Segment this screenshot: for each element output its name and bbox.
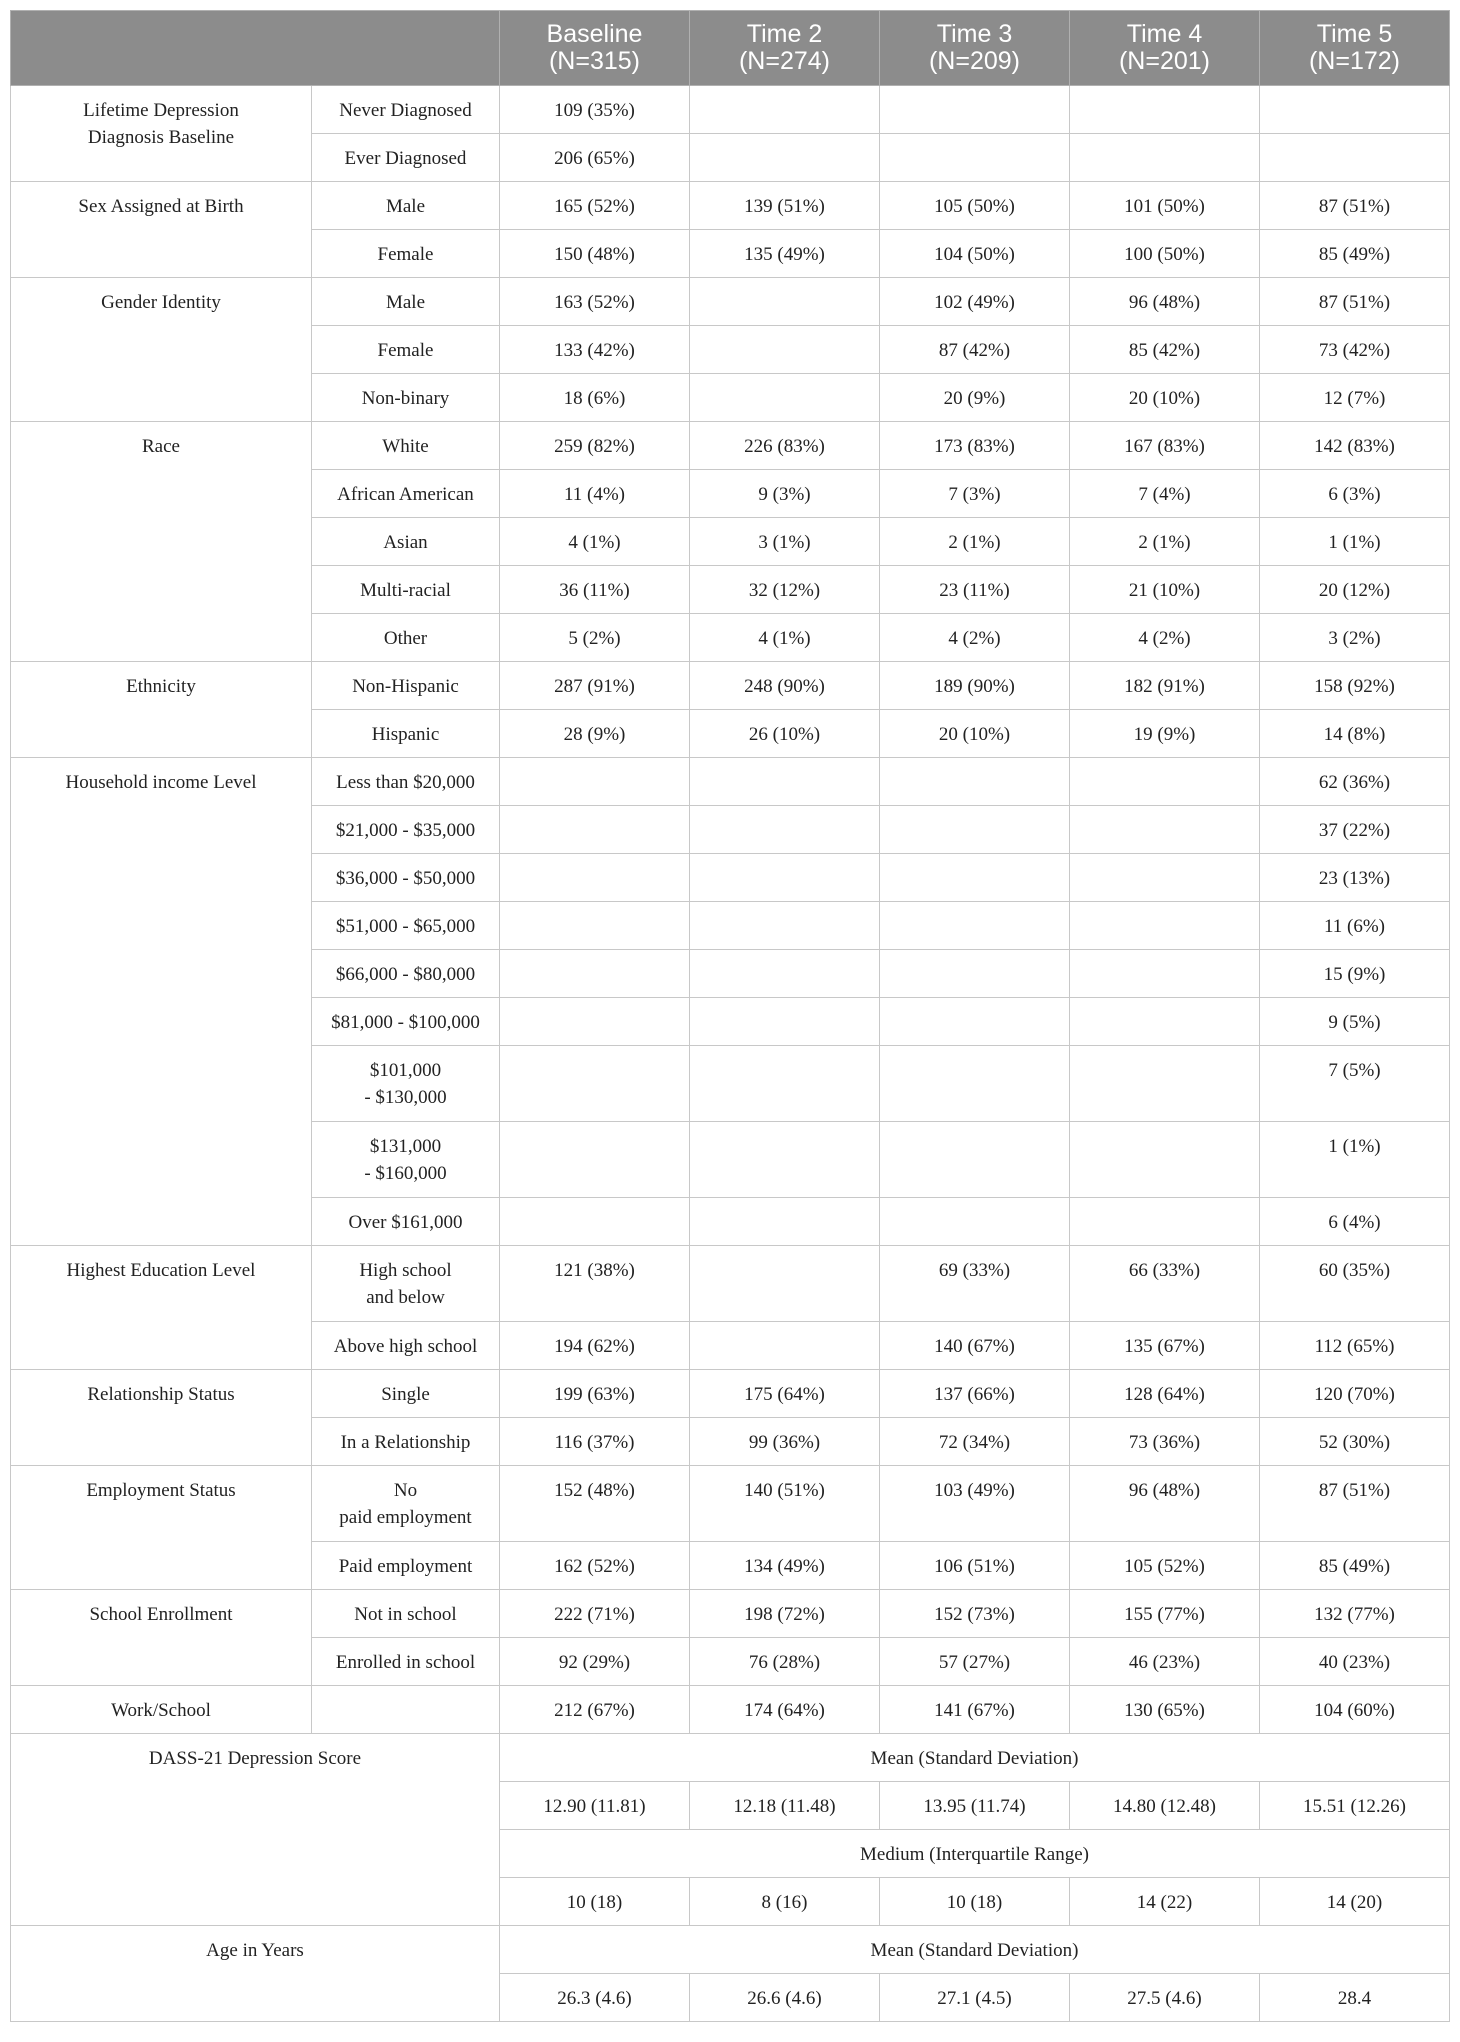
value-cell	[1070, 1198, 1260, 1246]
subcategory-label-line: White	[382, 436, 429, 457]
value-cell: 130 (65%)	[1070, 1686, 1260, 1734]
subcategory-label	[312, 614, 500, 662]
subcategory-label	[312, 230, 500, 278]
value-cell: 175 (64%)	[690, 1370, 880, 1418]
subcategory-label	[312, 326, 500, 374]
value-cell: 9 (3%)	[690, 470, 880, 518]
value-cell	[1260, 134, 1450, 182]
subcategory-label-line: $51,000 - $65,000	[335, 916, 476, 937]
stat-label: Age in Years	[11, 1926, 500, 2022]
value-cell: 73 (36%)	[1070, 1418, 1260, 1466]
value-cell: 20 (10%)	[1070, 374, 1260, 422]
value-cell	[500, 998, 690, 1046]
table-row	[11, 1686, 1450, 1734]
subcategory-label	[312, 1418, 500, 1466]
value-cell	[880, 1046, 1070, 1122]
subcategory-label-line: Non-binary	[361, 388, 450, 409]
table-row	[11, 182, 1450, 230]
value-cell: 140 (67%)	[880, 1322, 1070, 1370]
stat-value-cell: 14 (20)	[1260, 1878, 1450, 1926]
value-cell: 163 (52%)	[500, 278, 690, 326]
value-cell: 11 (6%)	[1260, 902, 1450, 950]
value-cell: 132 (77%)	[1260, 1590, 1450, 1638]
value-cell: 101 (50%)	[1070, 182, 1260, 230]
value-cell: 28 (9%)	[500, 710, 690, 758]
value-cell: 109 (35%)	[500, 86, 690, 134]
value-cell: 7 (3%)	[880, 470, 1070, 518]
subcategory-label	[312, 422, 500, 470]
subcategory-label-line: Other	[383, 628, 428, 649]
value-cell: 194 (62%)	[500, 1322, 690, 1370]
value-cell	[500, 806, 690, 854]
value-cell: 85 (49%)	[1260, 230, 1450, 278]
value-cell: 128 (64%)	[1070, 1370, 1260, 1418]
value-cell	[880, 902, 1070, 950]
value-cell: 5 (2%)	[500, 614, 690, 662]
value-cell: 15 (9%)	[1260, 950, 1450, 998]
value-cell: 116 (37%)	[500, 1418, 690, 1466]
value-cell: 120 (70%)	[1260, 1370, 1450, 1418]
table-container	[10, 10, 1450, 2022]
subcategory-label-line: Male	[385, 292, 426, 313]
value-cell: 155 (77%)	[1070, 1590, 1260, 1638]
value-cell: 259 (82%)	[500, 422, 690, 470]
subcategory-label	[312, 998, 500, 1046]
value-cell: 134 (49%)	[690, 1542, 880, 1590]
category-label-line: Household income Level	[65, 772, 257, 793]
value-cell: 142 (83%)	[1260, 422, 1450, 470]
stat-value-cell: 15.51 (12.26)	[1260, 1782, 1450, 1830]
value-cell	[500, 854, 690, 902]
value-cell	[500, 1198, 690, 1246]
value-cell: 121 (38%)	[500, 1246, 690, 1322]
table-row	[11, 1590, 1450, 1638]
value-cell: 198 (72%)	[690, 1590, 880, 1638]
value-cell: 3 (1%)	[690, 518, 880, 566]
stat-value-cell: 10 (18)	[500, 1878, 690, 1926]
subcategory-label-line: $131,000	[369, 1136, 442, 1157]
value-cell	[690, 758, 880, 806]
category-label-line: Lifetime Depression	[83, 100, 239, 121]
subcategory-label	[312, 278, 500, 326]
value-cell: 23 (13%)	[1260, 854, 1450, 902]
value-cell	[1070, 86, 1260, 134]
subcategory-label	[312, 1322, 500, 1370]
category-label	[11, 758, 312, 1246]
value-cell: 2 (1%)	[1070, 518, 1260, 566]
value-cell	[1070, 134, 1260, 182]
value-cell: 162 (52%)	[500, 1542, 690, 1590]
value-cell: 7 (5%)	[1260, 1046, 1450, 1122]
value-cell: 87 (42%)	[880, 326, 1070, 374]
value-cell	[880, 950, 1070, 998]
subcategory-label	[312, 662, 500, 710]
value-cell	[690, 806, 880, 854]
value-cell: 6 (3%)	[1260, 470, 1450, 518]
subcategory-label-line: Female	[377, 340, 434, 361]
value-cell: 102 (49%)	[880, 278, 1070, 326]
stat-value-cell: 12.18 (11.48)	[690, 1782, 880, 1830]
value-cell: 73 (42%)	[1260, 326, 1450, 374]
value-cell: 106 (51%)	[880, 1542, 1070, 1590]
value-cell	[690, 1198, 880, 1246]
value-cell: 20 (9%)	[880, 374, 1070, 422]
value-cell: 158 (92%)	[1260, 662, 1450, 710]
category-label	[11, 86, 312, 182]
subcategory-label-line: Over $161,000	[348, 1212, 463, 1233]
stat-label: DASS-21 Depression Score	[11, 1734, 500, 1926]
value-cell: 99 (36%)	[690, 1418, 880, 1466]
value-cell: 32 (12%)	[690, 566, 880, 614]
value-cell	[500, 758, 690, 806]
value-cell	[880, 1122, 1070, 1198]
value-cell: 69 (33%)	[880, 1246, 1070, 1322]
category-label	[11, 662, 312, 758]
value-cell	[1070, 854, 1260, 902]
category-label	[11, 182, 312, 278]
value-cell	[690, 902, 880, 950]
stat-value-cell: 14 (22)	[1070, 1878, 1260, 1926]
value-cell: 165 (52%)	[500, 182, 690, 230]
value-cell: 212 (67%)	[500, 1686, 690, 1734]
subcategory-label-line: African American	[337, 484, 474, 505]
category-label-line: Work/School	[111, 1700, 211, 1721]
subcategory-label-line: Asian	[383, 532, 428, 553]
value-cell	[690, 1322, 880, 1370]
value-cell: 85 (42%)	[1070, 326, 1260, 374]
subcategory-label-line: High school	[359, 1260, 452, 1281]
value-cell	[1070, 950, 1260, 998]
value-cell: 104 (60%)	[1260, 1686, 1450, 1734]
value-cell	[690, 278, 880, 326]
value-cell: 4 (1%)	[500, 518, 690, 566]
value-cell: 3 (2%)	[1260, 614, 1450, 662]
category-label	[11, 278, 312, 422]
value-cell: 21 (10%)	[1070, 566, 1260, 614]
value-cell	[500, 1122, 690, 1198]
subcategory-label-line: Ever Diagnosed	[344, 148, 467, 169]
value-cell	[880, 1198, 1070, 1246]
subcategory-label-line: and below	[366, 1287, 445, 1308]
subcategory-label	[312, 758, 500, 806]
value-cell: 174 (64%)	[690, 1686, 880, 1734]
subcategory-label-line: Above high school	[333, 1336, 478, 1357]
category-label-line: Race	[142, 436, 180, 457]
subcategory-label	[312, 710, 500, 758]
subcategory-label	[312, 1246, 500, 1322]
value-cell: 46 (23%)	[1070, 1638, 1260, 1686]
value-cell	[1260, 86, 1450, 134]
stat-heading: Mean (Standard Deviation)	[500, 1734, 1450, 1782]
value-cell: 104 (50%)	[880, 230, 1070, 278]
value-cell: 141 (67%)	[880, 1686, 1070, 1734]
subcategory-label	[312, 1466, 500, 1542]
table-row	[11, 1370, 1450, 1418]
category-label	[11, 1246, 312, 1370]
subcategory-label	[312, 134, 500, 182]
value-cell	[690, 950, 880, 998]
category-label-line: Ethnicity	[126, 676, 196, 697]
stat-value-cell: 8 (16)	[690, 1878, 880, 1926]
subcategory-label-line: Enrolled in school	[335, 1652, 476, 1673]
subcategory-label	[312, 518, 500, 566]
subcategory-label	[312, 86, 500, 134]
value-cell: 76 (28%)	[690, 1638, 880, 1686]
value-cell: 57 (27%)	[880, 1638, 1070, 1686]
subcategory-label	[312, 1686, 500, 1734]
value-cell	[1070, 806, 1260, 854]
value-cell: 37 (22%)	[1260, 806, 1450, 854]
subcategory-label-line: Male	[385, 196, 426, 217]
value-cell: 20 (10%)	[880, 710, 1070, 758]
stat-heading-row	[11, 1734, 1450, 1782]
value-cell: 12 (7%)	[1260, 374, 1450, 422]
value-cell: 105 (50%)	[880, 182, 1070, 230]
subcategory-label-line: $21,000 - $35,000	[335, 820, 476, 841]
category-label	[11, 422, 312, 662]
category-label-line: Gender Identity	[101, 292, 221, 313]
column-header-time-4: Time 4 (N=201)	[1070, 11, 1260, 86]
value-cell: 167 (83%)	[1070, 422, 1260, 470]
value-cell: 189 (90%)	[880, 662, 1070, 710]
value-cell	[880, 758, 1070, 806]
value-cell: 19 (9%)	[1070, 710, 1260, 758]
value-cell: 40 (23%)	[1260, 1638, 1450, 1686]
subcategory-label	[312, 1590, 500, 1638]
stat-value-cell: 26.6 (4.6)	[690, 1974, 880, 2022]
value-cell	[1070, 1046, 1260, 1122]
subcategory-label	[312, 374, 500, 422]
value-cell: 226 (83%)	[690, 422, 880, 470]
value-cell: 85 (49%)	[1260, 1542, 1450, 1590]
value-cell: 4 (2%)	[1070, 614, 1260, 662]
value-cell	[690, 1122, 880, 1198]
subcategory-label-line: Paid employment	[338, 1556, 473, 1577]
table-body	[11, 86, 1450, 2022]
value-cell	[880, 854, 1070, 902]
table-row	[11, 422, 1450, 470]
stat-value-cell: 28.4	[1260, 1974, 1450, 2022]
value-cell: 9 (5%)	[1260, 998, 1450, 1046]
value-cell: 92 (29%)	[500, 1638, 690, 1686]
value-cell: 14 (8%)	[1260, 710, 1450, 758]
stat-value-cell: 10 (18)	[880, 1878, 1070, 1926]
value-cell: 152 (48%)	[500, 1466, 690, 1542]
subcategory-label-line: paid employment	[339, 1507, 472, 1528]
value-cell: 199 (63%)	[500, 1370, 690, 1418]
subcategory-label	[312, 854, 500, 902]
subcategory-label-line: Never Diagnosed	[339, 100, 472, 121]
subcategory-label	[312, 470, 500, 518]
subcategory-label	[312, 950, 500, 998]
table-row	[11, 662, 1450, 710]
subcategory-label-line: Less than $20,000	[336, 772, 475, 793]
value-cell: 173 (83%)	[880, 422, 1070, 470]
value-cell: 6 (4%)	[1260, 1198, 1450, 1246]
subcategory-label-line: Single	[381, 1384, 430, 1405]
category-label-line: Highest Education Level	[66, 1260, 256, 1281]
value-cell: 137 (66%)	[880, 1370, 1070, 1418]
category-label-line: Sex Assigned at Birth	[78, 196, 244, 217]
value-cell	[690, 854, 880, 902]
subcategory-label-line: Hispanic	[371, 724, 440, 745]
value-cell	[1070, 902, 1260, 950]
subcategory-label	[312, 1370, 500, 1418]
subcategory-label	[312, 902, 500, 950]
value-cell	[1070, 1122, 1260, 1198]
subcategory-label	[312, 1122, 500, 1198]
value-cell	[690, 998, 880, 1046]
value-cell	[690, 1246, 880, 1322]
value-cell	[690, 1046, 880, 1122]
value-cell: 182 (91%)	[1070, 662, 1260, 710]
value-cell: 135 (67%)	[1070, 1322, 1260, 1370]
category-label-line: Relationship Status	[87, 1384, 235, 1405]
subcategory-label	[312, 1542, 500, 1590]
category-label-line: School Enrollment	[89, 1604, 233, 1625]
value-cell	[880, 806, 1070, 854]
subcategory-label	[312, 1198, 500, 1246]
value-cell: 4 (1%)	[690, 614, 880, 662]
value-cell	[500, 950, 690, 998]
value-cell: 135 (49%)	[690, 230, 880, 278]
stat-value-cell: 26.3 (4.6)	[500, 1974, 690, 2022]
subcategory-label-line: - $130,000	[364, 1087, 447, 1108]
stat-value-cell: 27.5 (4.6)	[1070, 1974, 1260, 2022]
subcategory-label-line: Non-Hispanic	[352, 676, 459, 697]
value-cell	[1070, 758, 1260, 806]
value-cell: 20 (12%)	[1260, 566, 1450, 614]
subcategory-label-line: No	[393, 1480, 418, 1501]
value-cell: 287 (91%)	[500, 662, 690, 710]
subcategory-label-line: In a Relationship	[340, 1432, 471, 1453]
value-cell: 112 (65%)	[1260, 1322, 1450, 1370]
stat-value-cell: 14.80 (12.48)	[1070, 1782, 1260, 1830]
column-header-time-2: Time 2 (N=274)	[690, 11, 880, 86]
subcategory-label	[312, 1046, 500, 1122]
stat-heading: Medium (Interquartile Range)	[500, 1830, 1450, 1878]
stat-value-cell: 13.95 (11.74)	[880, 1782, 1070, 1830]
subcategory-label-line: Not in school	[354, 1604, 457, 1625]
value-cell: 103 (49%)	[880, 1466, 1070, 1542]
value-cell: 133 (42%)	[500, 326, 690, 374]
category-label-line: Employment Status	[86, 1480, 236, 1501]
value-cell: 105 (52%)	[1070, 1542, 1260, 1590]
value-cell	[1070, 998, 1260, 1046]
value-cell: 2 (1%)	[880, 518, 1070, 566]
category-label	[11, 1590, 312, 1686]
value-cell: 11 (4%)	[500, 470, 690, 518]
subcategory-label-line: Multi-racial	[360, 580, 451, 601]
value-cell: 18 (6%)	[500, 374, 690, 422]
value-cell	[690, 374, 880, 422]
subcategory-label-line: $101,000	[369, 1060, 442, 1081]
value-cell: 139 (51%)	[690, 182, 880, 230]
subcategory-label-line: Female	[377, 244, 434, 265]
value-cell: 150 (48%)	[500, 230, 690, 278]
value-cell: 23 (11%)	[880, 566, 1070, 614]
subcategory-label-line: - $160,000	[364, 1163, 447, 1184]
value-cell: 152 (73%)	[880, 1590, 1070, 1638]
table-row	[11, 86, 1450, 134]
value-cell: 222 (71%)	[500, 1590, 690, 1638]
value-cell: 36 (11%)	[500, 566, 690, 614]
stat-value-cell: 27.1 (4.5)	[880, 1974, 1070, 2022]
value-cell: 52 (30%)	[1260, 1418, 1450, 1466]
value-cell	[690, 326, 880, 374]
value-cell	[880, 134, 1070, 182]
subcategory-label	[312, 182, 500, 230]
category-label	[11, 1466, 312, 1590]
value-cell	[500, 1046, 690, 1122]
column-header-time-3: Time 3 (N=209)	[880, 11, 1070, 86]
subcategory-label	[312, 1638, 500, 1686]
value-cell: 96 (48%)	[1070, 278, 1260, 326]
value-cell: 26 (10%)	[690, 710, 880, 758]
value-cell: 140 (51%)	[690, 1466, 880, 1542]
subcategory-label-line: $66,000 - $80,000	[335, 964, 476, 985]
value-cell	[690, 86, 880, 134]
value-cell: 72 (34%)	[880, 1418, 1070, 1466]
table-row	[11, 758, 1450, 806]
table-row	[11, 278, 1450, 326]
header-blank	[11, 11, 500, 86]
table-row	[11, 1246, 1450, 1322]
column-header-baseline: Baseline (N=315)	[500, 11, 690, 86]
category-label	[11, 1370, 312, 1466]
value-cell: 1 (1%)	[1260, 518, 1450, 566]
value-cell: 87 (51%)	[1260, 1466, 1450, 1542]
subcategory-label-line: $36,000 - $50,000	[335, 868, 476, 889]
value-cell: 87 (51%)	[1260, 182, 1450, 230]
value-cell: 96 (48%)	[1070, 1466, 1260, 1542]
header-row	[11, 11, 1450, 86]
category-label	[11, 1686, 312, 1734]
value-cell: 248 (90%)	[690, 662, 880, 710]
value-cell	[880, 86, 1070, 134]
category-label-line: Diagnosis Baseline	[87, 127, 235, 148]
value-cell: 60 (35%)	[1260, 1246, 1450, 1322]
value-cell	[500, 902, 690, 950]
value-cell: 66 (33%)	[1070, 1246, 1260, 1322]
value-cell: 100 (50%)	[1070, 230, 1260, 278]
subcategory-label	[312, 566, 500, 614]
value-cell: 4 (2%)	[880, 614, 1070, 662]
value-cell	[690, 134, 880, 182]
value-cell: 1 (1%)	[1260, 1122, 1450, 1198]
table-row	[11, 1466, 1450, 1542]
stat-heading: Mean (Standard Deviation)	[500, 1926, 1450, 1974]
value-cell: 62 (36%)	[1260, 758, 1450, 806]
stat-heading-row	[11, 1926, 1450, 1974]
subcategory-label	[312, 806, 500, 854]
value-cell: 87 (51%)	[1260, 278, 1450, 326]
stat-value-cell: 12.90 (11.81)	[500, 1782, 690, 1830]
value-cell: 206 (65%)	[500, 134, 690, 182]
subcategory-label-line: $81,000 - $100,000	[331, 1012, 480, 1033]
column-header-time-5: Time 5 (N=172)	[1260, 11, 1450, 86]
value-cell: 7 (4%)	[1070, 470, 1260, 518]
demographics-table	[10, 10, 1450, 2022]
value-cell	[880, 998, 1070, 1046]
